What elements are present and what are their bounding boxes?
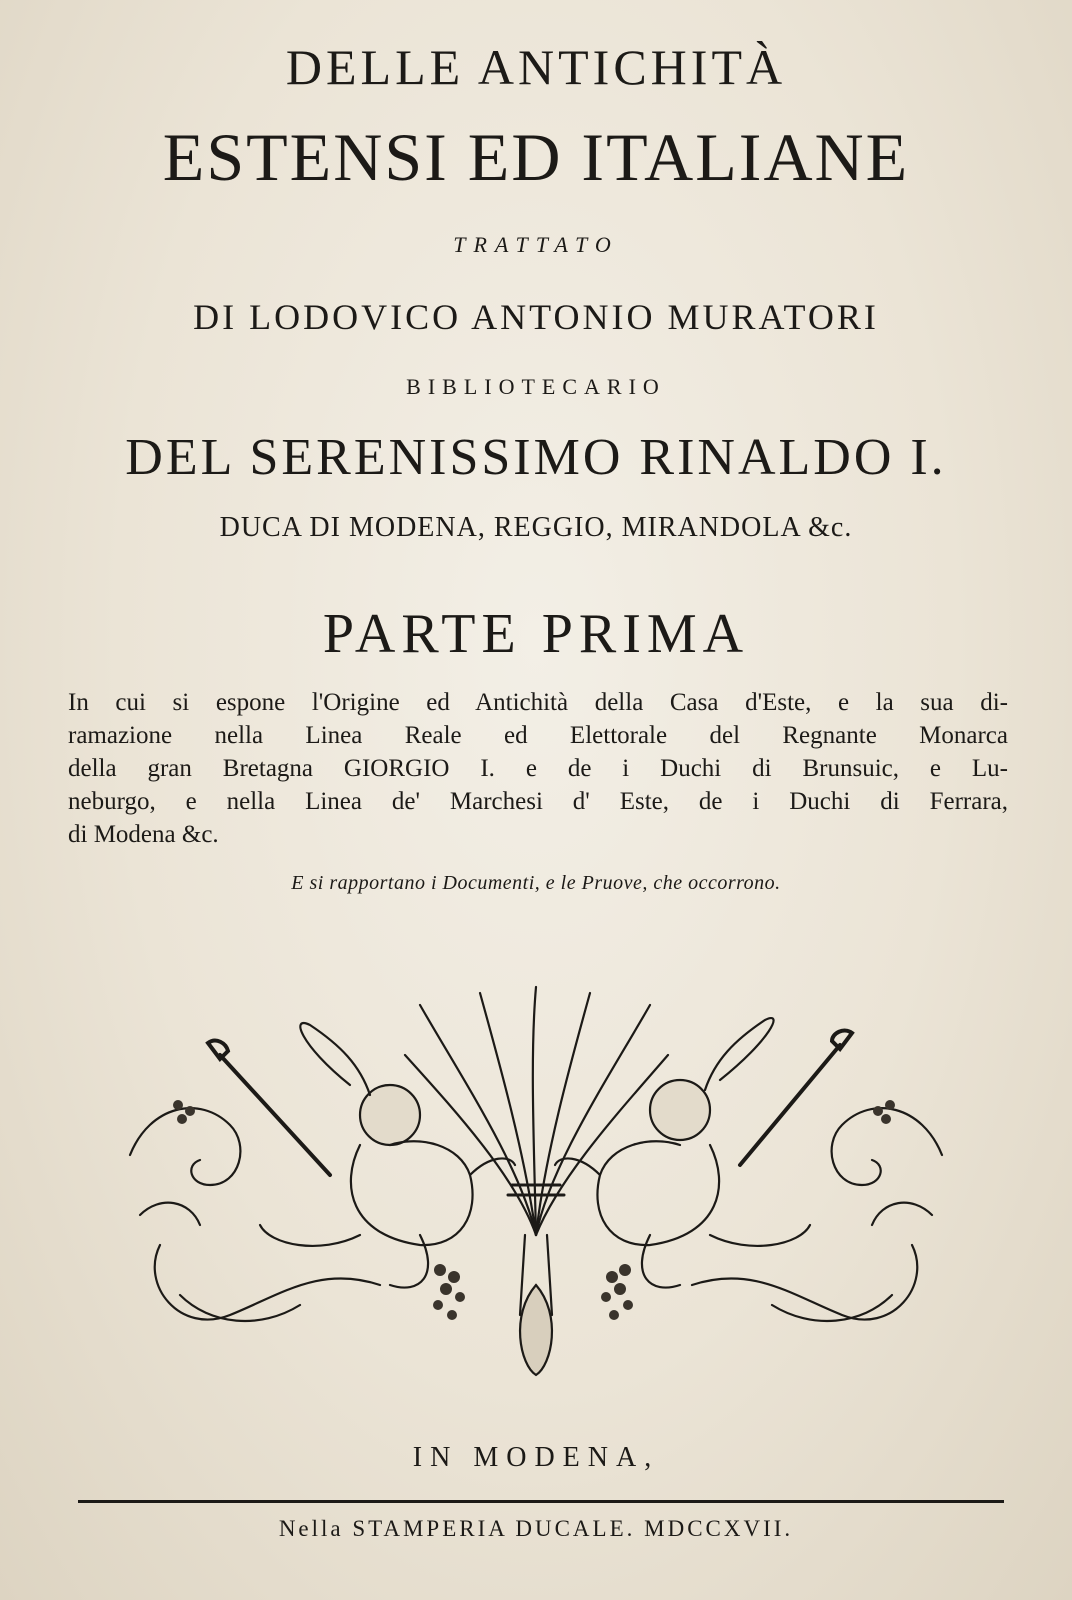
patron-line: DEL SERENISSIMO RINALDO I.: [125, 429, 947, 486]
left-acanthus-scroll-icon: [130, 1108, 380, 1321]
description-paragraph: [68, 686, 1008, 851]
part-heading: PARTE PRIMA: [322, 603, 750, 665]
description-line: della gran Bretagna GIORGIO I. e de i Duchi di Brunsuic, e Lu-: [68, 755, 1008, 782]
title-line-1: DELLE ANTICHITÀ: [285, 39, 787, 95]
right-cherub-icon: [555, 1018, 810, 1287]
right-trumpet-icon: [740, 1031, 852, 1165]
duke-title-line: DUCA DI MODENA, REGGIO, MIRANDOLA &c.: [219, 512, 853, 543]
right-acanthus-scroll-icon: [692, 1108, 942, 1321]
imprint-city: IN MODENA,: [412, 1442, 660, 1473]
description-line: ramazione nella Linea Reale ed Elettorale del Regnante Monarca: [68, 722, 1008, 749]
trattato-label: TRATTATO: [453, 232, 619, 257]
office-line: BIBLIOTECARIO: [406, 374, 666, 399]
left-trumpet-icon: [208, 1041, 330, 1175]
left-cherub-icon: [260, 1023, 515, 1287]
woodcut-vignette-icon: [120, 985, 952, 1380]
description-line: neburgo, e nella Linea de' Marchesi d' Este, de i Duchi di Ferrara,: [68, 788, 1008, 815]
author-line: DI LODOVICO ANTONIO MURATORI: [193, 297, 879, 337]
description-line: di Modena &c.: [68, 821, 219, 848]
title-line-2: ESTENSI ED ITALIANE: [162, 119, 910, 195]
wheat-sheaf-icon: [405, 987, 668, 1375]
imprint-press: Nella STAMPERIA DUCALE. MDCCXVII.: [278, 1516, 794, 1541]
documents-note: E si rapportano i Documenti, e le Pruove, che occorrono.: [291, 872, 781, 894]
imprint-rule: [78, 1500, 1004, 1503]
description-line: In cui si espone l'Origine ed Antichità della Casa d'Este, e la sua di-: [68, 689, 1008, 716]
